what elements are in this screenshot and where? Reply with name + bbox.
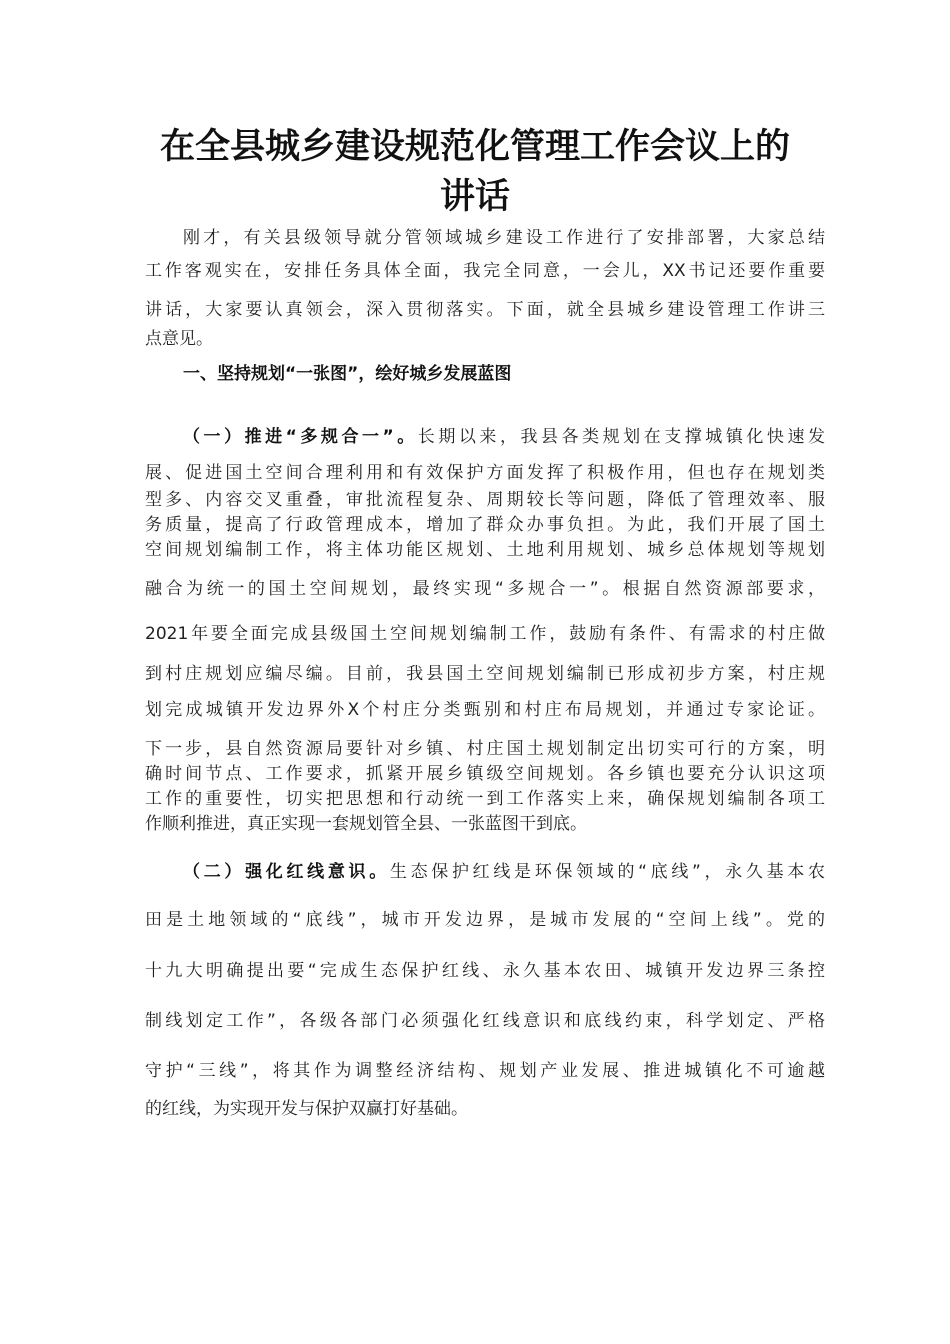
intro-line: 刚才，有关县级领导就分管领域城乡建设工作进行了安排部署，大家总结 bbox=[183, 228, 825, 248]
subsection-1-text: 长期以来，我县各类规划在支撑城镇化快速发 bbox=[417, 427, 825, 447]
paragraph-line: 作顺利推进，真正实现一套规划管全县、一张蓝图干到底。 bbox=[145, 814, 587, 834]
paragraph-line: 到村庄规划应编尽编。目前，我县国土空间规划编制已形成初步方案，村庄规 bbox=[145, 664, 825, 684]
section-heading-1: 一、坚持规划“一张图”，绘好城乡发展蓝图 bbox=[183, 364, 512, 384]
paragraph-line: 划完成城镇开发边界外X个村庄分类甄别和村庄布局规划，并通过专家论证。 bbox=[145, 700, 825, 720]
subsection-1-first-line bbox=[183, 425, 825, 449]
subsection-2-first-line bbox=[183, 860, 825, 884]
paragraph-line: 守护“三线”，将其作为调整经济结构、规划产业发展、推进城镇化不可逾越 bbox=[145, 1061, 825, 1081]
paragraph-line: 的红线，为实现开发与保护双赢打好基础。 bbox=[145, 1099, 468, 1119]
paragraph-line: 十九大明确提出要“完成生态保护红线、永久基本农田、城镇开发边界三条控 bbox=[145, 961, 825, 981]
intro-line: 点意见。 bbox=[145, 329, 213, 349]
subsection-2-text: 生态保护红线是环保领域的“底线”，永久基本农 bbox=[389, 862, 825, 882]
paragraph-line: 融合为统一的国土空间规划，最终实现“多规合一”。根据自然资源部要求， bbox=[145, 579, 825, 599]
paragraph-line: 工作的重要性，切实把思想和行动统一到工作落实上来，确保规划编制各项工 bbox=[145, 789, 825, 809]
paragraph-line: 制线划定工作”，各级各部门必须强化红线意识和底线约束，科学划定、严格 bbox=[145, 1011, 825, 1031]
intro-line: 工作客观实在，安排任务具体全面，我完全同意，一会儿，XX书记还要作重要 bbox=[145, 261, 825, 281]
paragraph-line: 空间规划编制工作，将主体功能区规划、土地利用规划、城乡总体规划等规划 bbox=[145, 540, 825, 560]
document-title bbox=[120, 122, 830, 222]
paragraph-line: 田是土地领域的“底线”，城市开发边界，是城市发展的“空间上线”。党的 bbox=[145, 910, 825, 930]
paragraph-line: 务质量，提高了行政管理成本，增加了群众办事负担。为此，我们开展了国土 bbox=[145, 515, 825, 535]
intro-line: 讲话，大家要认真领会，深入贯彻落实。下面，就全县城乡建设管理工作讲三 bbox=[145, 300, 825, 320]
paragraph-line: 2021年要全面完成县级国土空间规划编制工作，鼓励有条件、有需求的村庄做 bbox=[145, 624, 825, 644]
subsection-1-label: （一）推进“多规合一”。 bbox=[183, 427, 418, 447]
paragraph-line: 展、促进国土空间合理利用和有效保护方面发挥了积极作用，但也存在规划类 bbox=[145, 463, 825, 483]
paragraph-line: 下一步，县自然资源局要针对乡镇、村庄国土规划制定出切实可行的方案，明 bbox=[145, 739, 825, 759]
title-line-1: 在全县城乡建设规范化管理工作会议上的 bbox=[159, 126, 790, 167]
paragraph-line: 确时间节点、工作要求，抓紧开展乡镇级空间规划。各乡镇也要充分认识这项 bbox=[145, 764, 825, 784]
title-line-2: 讲话 bbox=[439, 176, 510, 217]
paragraph-line: 型多、内容交叉重叠，审批流程复杂、周期较长等问题，降低了管理效率、服 bbox=[145, 490, 825, 510]
subsection-2-label: （二）强化红线意识。 bbox=[183, 862, 390, 882]
